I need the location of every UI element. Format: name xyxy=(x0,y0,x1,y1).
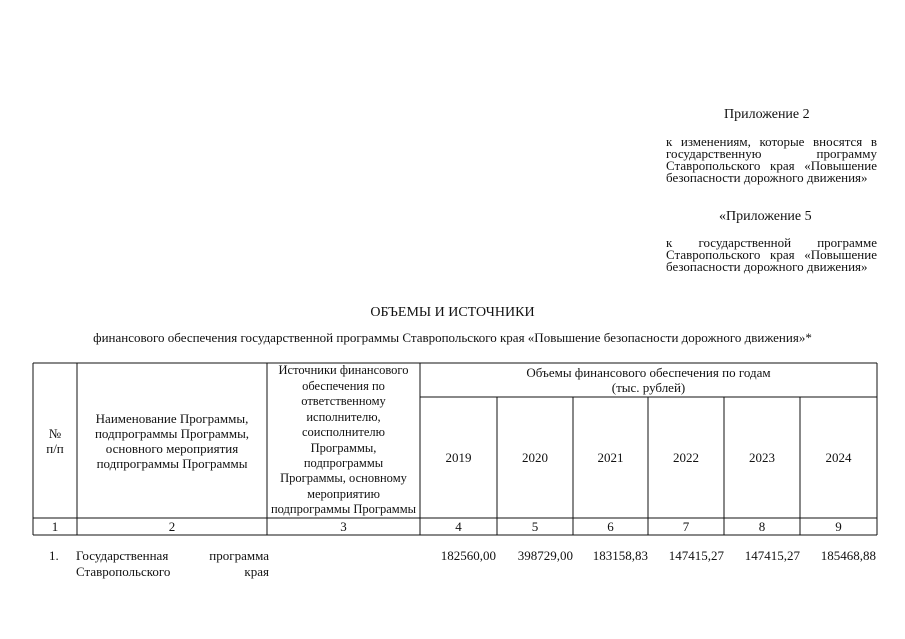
header-number xyxy=(33,363,77,518)
row-value-2021: 183158,83 xyxy=(592,548,648,563)
column-number: 7 xyxy=(682,519,690,534)
header-volumes-line2: (тыс. рублей) xyxy=(611,380,686,395)
year-2022: 2022 xyxy=(673,450,699,465)
row-value-2019: 182560,00 xyxy=(440,548,496,563)
year-2019: 2019 xyxy=(445,450,472,465)
year-2021: 2021 xyxy=(597,450,624,465)
column-number: 4 xyxy=(455,519,462,534)
year-2024: 2024 xyxy=(825,450,852,465)
appendix-to-program: к государственной программе Ставропольского края «Повышение безопасности дорожного движения» xyxy=(666,235,877,274)
document-subtitle: финансового обеспечения государственной программы Ставропольского края «Повышение безопасности дорожного движения»* xyxy=(93,330,812,345)
row-name: Государственная программа Ставропольского края xyxy=(76,548,269,579)
document-title: ОБЪЕМЫ И ИСТОЧНИКИ xyxy=(370,305,535,320)
row-value-2024: 185468,88 xyxy=(820,548,876,563)
header-number-label: № п/п xyxy=(46,425,64,456)
column-number: 3 xyxy=(340,519,347,534)
appendix-to-changes: к изменениям, которые вносятся в государственную программу Ставропольского края «Повышение безопасности дорожного движения» xyxy=(666,134,877,185)
appendix-title: Приложение 2 xyxy=(724,107,810,122)
row-value-2023: 147415,27 xyxy=(744,548,800,563)
column-number: 2 xyxy=(168,519,176,534)
header-volumes xyxy=(420,363,877,397)
row-value-2020: 398729,00 xyxy=(517,548,573,563)
column-number: 5 xyxy=(531,519,539,534)
column-number: 8 xyxy=(758,519,766,534)
row-number: 1. xyxy=(49,548,59,563)
column-number: 9 xyxy=(835,519,842,534)
header-source-label: Источники финансового обеспечения по ответственному исполнителю, соисполнителю Программы, подпрограммы Программы, основному мероприятию подпрограммы Программы xyxy=(270,363,417,517)
header-name-label: Наименование Программы, подпрограммы Программы, основного мероприятия подпрограммы Программы xyxy=(94,410,250,471)
row-value-2022: 147415,27 xyxy=(668,548,724,563)
header-volumes-line1: Объемы финансового обеспечения по годам xyxy=(526,365,771,380)
column-number: 6 xyxy=(607,519,614,534)
year-2023: 2023 xyxy=(749,450,775,465)
header-source xyxy=(267,363,420,518)
column-number: 1 xyxy=(51,519,59,534)
year-2020: 2020 xyxy=(522,450,548,465)
header-name xyxy=(77,363,267,518)
appendix-subtitle: «Приложение 5 xyxy=(719,209,812,224)
